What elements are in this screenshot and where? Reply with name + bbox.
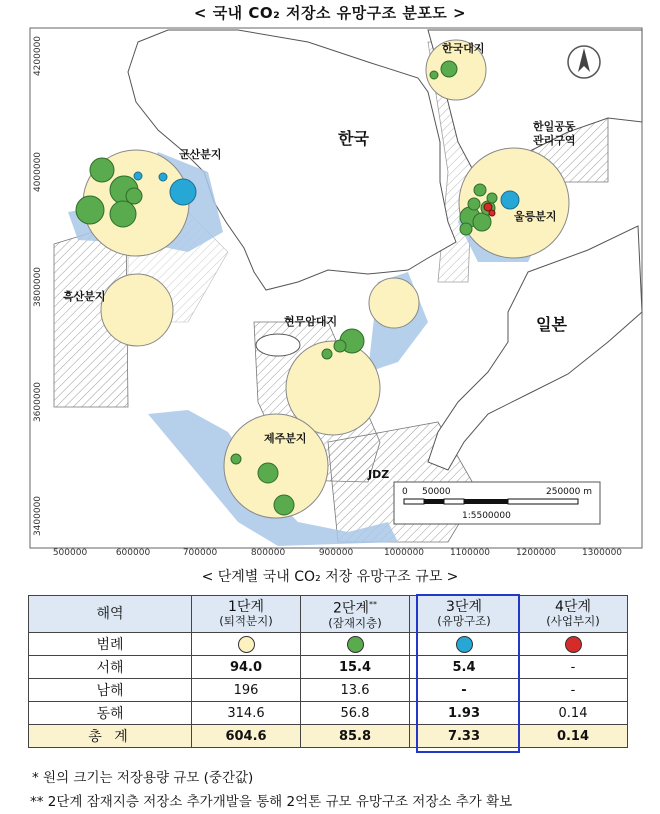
table-row: 남해 196 13.6 - -: [29, 679, 628, 702]
stage1-heuksan: [101, 274, 173, 346]
x-tick: 700000: [182, 548, 218, 558]
label-gunsan: 군산분지: [179, 148, 222, 161]
scale-ratio: 1:5500000: [462, 511, 511, 521]
y-tick: 3800000: [33, 266, 43, 308]
label-korea: 한국: [338, 129, 369, 148]
label-joint-zone-1: 한일공동: [533, 120, 576, 133]
legend-stage4-swatch: [565, 636, 582, 653]
x-tick: 1300000: [581, 548, 623, 558]
label-hyeonmuam: 현무암대지: [284, 315, 338, 328]
y-tick: 4200000: [33, 35, 43, 77]
label-joint-zone-2: 관리구역: [533, 134, 576, 147]
legend-stage3-swatch: [456, 636, 473, 653]
stage1-east-small: [369, 278, 419, 328]
legend-stage1-swatch: [238, 636, 255, 653]
footnote-stage2-plan: ** 2단계 잠재지층 저장소 추가개발을 통해 2억톤 규모 유망구조 저장소 추가 확보: [30, 794, 513, 810]
footnote-circle-size: * 원의 크기는 저장용량 규모 (중간값): [32, 770, 254, 786]
scale-zero: 0: [402, 487, 408, 497]
storage-map: [8, 22, 650, 560]
x-tick: 800000: [250, 548, 286, 558]
header-stage4: 4단계 (사업부지): [519, 596, 628, 633]
label-ulleung: 울릉분지: [514, 210, 557, 223]
scale-mid: 50000: [422, 487, 451, 497]
label-heuksan: 흑산분지: [63, 290, 106, 303]
x-tick: 500000: [52, 548, 88, 558]
y-tick: 3600000: [33, 381, 43, 423]
x-tick: 1000000: [383, 548, 425, 558]
label-jeju: 제주분지: [264, 432, 307, 445]
x-tick: 900000: [318, 548, 354, 558]
total-row: 총 계 604.6 85.8 7.33 0.14: [29, 725, 628, 748]
label-korea-plateau: 한국대지: [442, 42, 485, 55]
table-row: 동해 314.6 56.8 1.93 0.14: [29, 702, 628, 725]
table-subtitle: < 단계별 국내 CO₂ 저장 유망구조 규모 >: [201, 569, 459, 585]
header-region: 해역: [29, 596, 192, 633]
y-tick: 3400000: [33, 495, 43, 537]
scale-bar: [394, 482, 600, 524]
scale-end: 250000 m: [546, 487, 592, 497]
stage-table: [28, 595, 628, 748]
label-jdz: JDZ: [368, 468, 390, 481]
header-stage1: 1단계 (퇴적분지): [192, 596, 301, 633]
map-title: < 국내 CO₂ 저장소 유망구조 분포도 >: [193, 4, 467, 22]
x-tick: 1200000: [515, 548, 557, 558]
header-stage3: 3단계 (유망구조): [410, 596, 519, 633]
x-tick: 1100000: [449, 548, 491, 558]
legend-label: 범례: [29, 633, 192, 656]
y-tick: 4000000: [33, 151, 43, 193]
north-arrow-icon: [568, 46, 600, 78]
legend-row: [29, 633, 628, 656]
x-axis: [53, 548, 622, 558]
table-row: 서해 94.0 15.4 5.4 -: [29, 656, 628, 679]
header-stage2: 2단계** (잠재지층): [301, 596, 410, 633]
table-header-row: [29, 596, 628, 633]
label-japan: 일본: [536, 315, 567, 334]
legend-stage2-swatch: [347, 636, 364, 653]
x-tick: 600000: [115, 548, 151, 558]
